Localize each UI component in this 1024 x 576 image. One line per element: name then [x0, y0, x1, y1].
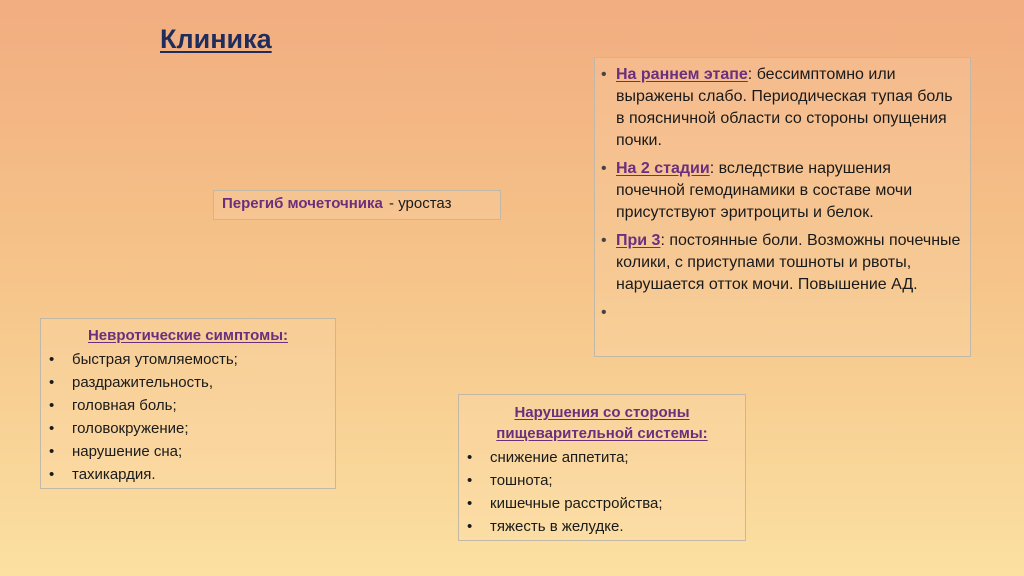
bullet: • [49, 397, 55, 414]
stage-item-empty [601, 302, 962, 324]
list-item-text: раздражительность, [72, 374, 214, 391]
neurotic-heading: Невротические симптомы: [87, 327, 289, 344]
bullet: • [49, 351, 55, 368]
stage-text: : вследствие нарушения почечной гемодинамики в составе мочи присутствуют эритроциты и белок. [616, 160, 913, 221]
stages-box [594, 57, 971, 357]
list-item-text: головная боль; [72, 397, 177, 414]
stage-label: На 2 стадии [616, 160, 710, 177]
list-item [47, 417, 329, 440]
list-item-text: тяжесть в желудке. [490, 518, 624, 535]
list-item [47, 440, 329, 463]
neurotic-list [47, 348, 329, 486]
bullet: • [601, 66, 607, 83]
list-item [465, 446, 739, 469]
bullet: • [467, 449, 473, 466]
digestive-disorders-box [458, 394, 746, 541]
bullet: • [467, 495, 473, 512]
list-item [465, 492, 739, 515]
ureter-suffix: - уростаз [389, 195, 452, 212]
list-item [47, 394, 329, 417]
list-item [465, 469, 739, 492]
stage-label: При 3 [616, 232, 661, 249]
list-item-text: быстрая утомляемость; [72, 351, 238, 368]
list-item-text: головокружение; [72, 420, 189, 437]
stage-item [601, 158, 962, 224]
bullet: • [467, 518, 473, 535]
list-item [47, 371, 329, 394]
list-item [47, 463, 329, 486]
neurotic-symptoms-box [40, 318, 336, 489]
bullet: • [601, 232, 607, 249]
list-item-text: тахикардия. [72, 466, 156, 483]
list-item [465, 515, 739, 538]
list-item-text: снижение аппетита; [490, 449, 629, 466]
list-item-text: нарушение сна; [72, 443, 183, 460]
bullet: • [601, 304, 607, 321]
stage-item [601, 230, 962, 296]
stage-item [601, 64, 962, 152]
digestive-heading-line2: пищеварительной системы: [496, 425, 708, 442]
ureter-box [213, 190, 501, 220]
bullet: • [601, 160, 607, 177]
slide-title: Клиника [160, 24, 272, 54]
bullet: • [49, 466, 55, 483]
list-item [47, 348, 329, 371]
bullet: • [49, 443, 55, 460]
bullet: • [467, 472, 473, 489]
stage-text: : постоянные боли. Возможны почечные колики, с приступами тошноты и рвоты, нарушается отток мочи. Повышение АД. [616, 232, 961, 293]
ureter-label: Перегиб мочеточника [222, 195, 383, 212]
stage-label: На раннем этапе [616, 66, 748, 83]
list-item-text: тошнота; [490, 472, 553, 489]
stage-text: : бессимптомно или выражены слабо. Периодическая тупая боль в поясничной области со стороны опущения почки. [616, 66, 953, 149]
bullet: • [49, 420, 55, 437]
digestive-list [465, 446, 739, 538]
list-item-text: кишечные расстройства; [490, 495, 663, 512]
digestive-heading-line1: Нарушения со стороны [514, 404, 690, 421]
bullet: • [49, 374, 55, 391]
